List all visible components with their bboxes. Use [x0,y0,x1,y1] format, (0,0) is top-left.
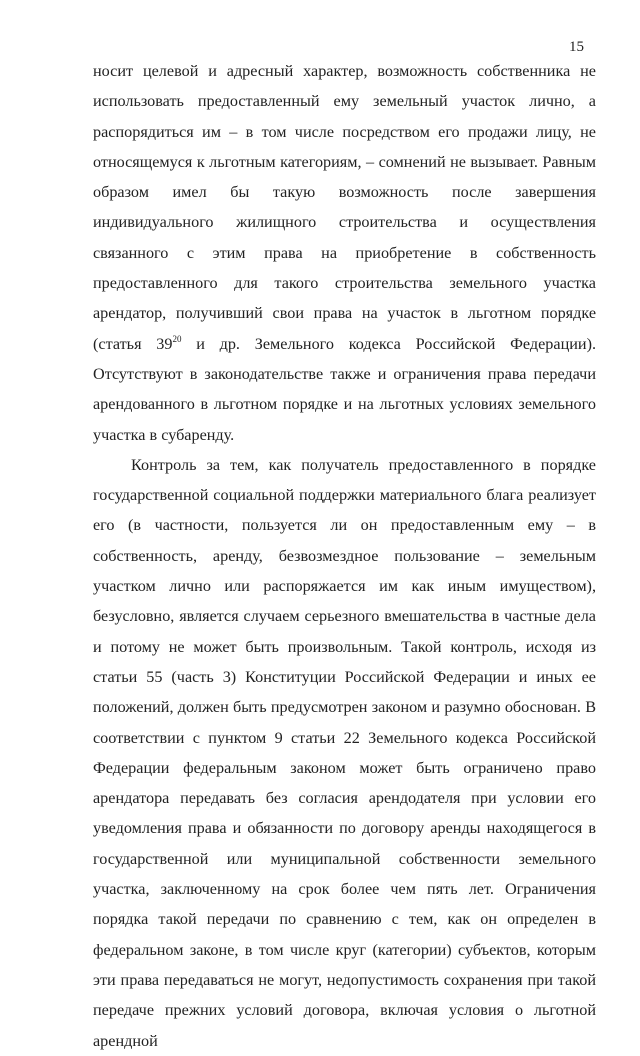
paragraph-1-text-b: и др. Земельного кодекса Российской Федерации). Отсутствуют в законодательстве также и ограничения права передачи арендованного в льготном порядке и на льготных условиях земельного участка в субаренду. [93,334,597,444]
article-superscript: 20 [172,333,182,344]
paragraph-2: Контроль за тем, как получатель предоставленного в порядке государственной социальной поддержки материального блага реализует его (в частности, пользуется ли он предоставленным ему – в собственность, аренду, безвозмездное пользование – земельным участком лично или распоряжается им как иным имуществом), безусловно, является случаем серьезного вмешательства в частные дела и потому не может быть произвольным. Такой контроль, исходя из статьи 55 (часть 3) Конституции Российской Федерации и иных ее положений, должен быть предусмотрен законом и разумно обоснован. В соответствии с пунктом 9 статьи 22 Земельного кодекса Российской Федерации федеральным законом может быть ограничено право арендатора передавать без согласия арендодателя при условии его уведомления права и обязанности по договору аренды находящегося в государственной или муниципальной собственности земельного участка, заключенному на срок более чем пять лет. Ограничения порядка такой передачи по сравнению с тем, как он определен в федеральном законе, в том числе круг (категории) субъектов, которым эти права передаваться не могут, недопустимость сохранения при такой передаче прежних условий договора, включая условия о льготной арендной [93,455,596,1050]
document-body [93,56,596,1056]
paragraph-1-text-a: носит целевой и адресный характер, возможность собственника не использовать предоставленный ему земельный участок лично, а распорядиться им – в том числе посредством его продажи лицу, не относящемуся к льготным категориям, – сомнений не вызывает. Равным образом имел бы такую возможность после завершения индивидуального жилищного строительства и осуществления связанного с этим права на приобретение в собственность предоставленного для такого строительства земельного участка арендатор, получивший свои права на участок в льготном порядке (статья 39 [93,62,596,353]
paragraph-1 [93,56,596,450]
page-number: 15 [569,39,584,55]
